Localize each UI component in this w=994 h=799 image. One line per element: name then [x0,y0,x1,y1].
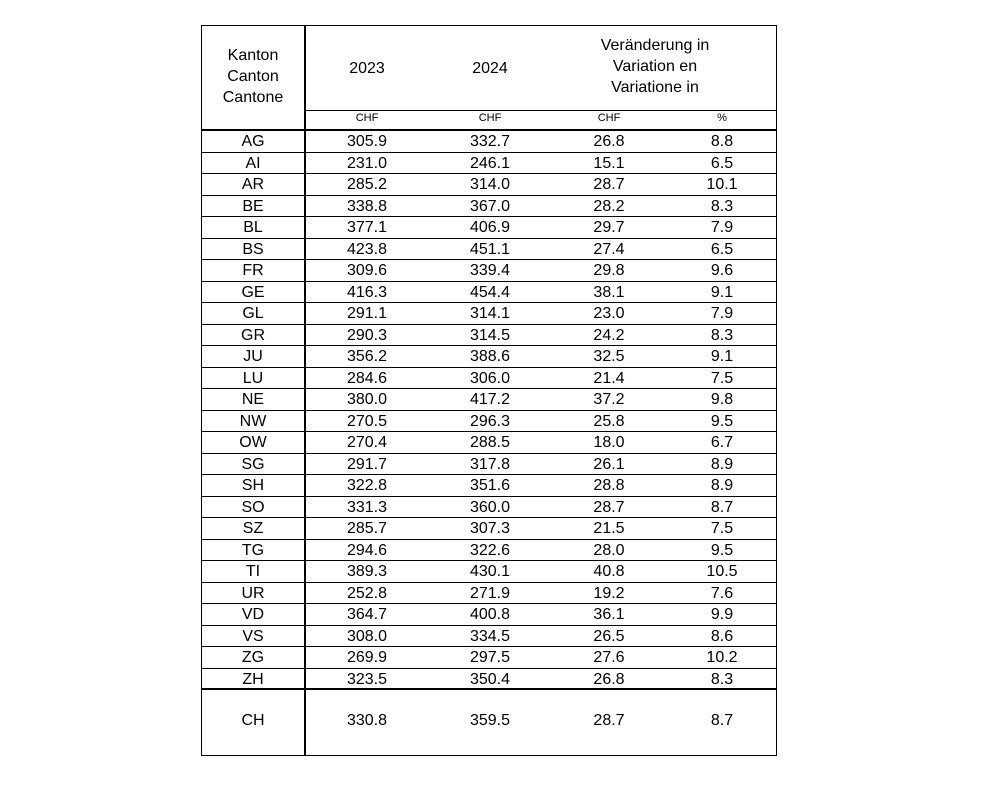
change-chf-cell: 25.8 [593,412,625,430]
table-row [202,239,776,261]
value-2024-cell: 417.2 [469,391,511,408]
table-row [202,196,776,218]
value-2024-cell: 430.1 [469,563,511,580]
value-2024-cell: 246.1 [469,154,511,172]
value-2023-cell: 252.8 [346,584,388,602]
canton-cell: BL [243,219,263,236]
table-row [202,260,776,282]
change-pct-cell: 7.9 [710,219,734,236]
value-2023-cell: 308.0 [346,627,388,645]
change-pct-cell: 8.7 [710,498,734,516]
canton-cell: FR [242,262,264,279]
value-2023-cell: 356.2 [346,348,388,365]
value-2024-cell: 297.5 [469,649,511,666]
value-2023-cell: 284.6 [346,369,388,387]
value-2023-cell: 338.8 [346,197,388,215]
table-row [202,669,776,691]
value-2024-cell: 367.0 [469,197,511,215]
table-row [202,647,776,669]
change-pct-cell: 8.6 [710,627,734,645]
canton-cell: VS [242,627,264,645]
variation-label-it: Variatione in [611,79,699,96]
total-2023: 330.8 [346,712,388,729]
unit-label: % [717,112,727,124]
value-2023-cell: 270.4 [346,434,388,451]
value-2023-cell: 285.7 [346,520,388,537]
change-chf-cell: 15.1 [593,154,625,172]
table-row [202,583,776,605]
change-chf-cell: 28.7 [593,498,625,516]
table-row [202,346,776,368]
value-2024-cell: 296.3 [469,412,511,430]
table-row [202,325,776,347]
canton-cell: SG [241,455,265,473]
table-row [202,303,776,325]
change-pct-cell: 8.3 [710,197,734,215]
change-pct-cell: 9.9 [710,606,734,623]
change-pct-cell: 9.6 [710,262,734,279]
value-2024-cell: 454.4 [469,283,511,301]
value-2024-cell: 322.6 [469,541,511,559]
premium-table [201,25,777,756]
change-chf-cell: 40.8 [593,563,625,580]
change-chf-cell: 26.5 [593,627,625,645]
total-change-pct: 8.7 [710,712,734,729]
change-chf-cell: 26.8 [593,670,625,688]
value-2023-cell: 322.8 [346,477,388,494]
table-row [202,540,776,562]
canton-cell: AG [241,133,265,150]
value-2024-cell: 350.4 [469,670,511,688]
canton-cell: SO [241,498,265,516]
table-row [202,475,776,497]
value-2024-cell: 351.6 [469,477,511,494]
value-2023-cell: 323.5 [346,670,388,688]
change-pct-cell: 8.9 [710,455,734,473]
value-2024-cell: 406.9 [469,219,511,236]
canton-label-it: Cantone [222,89,284,106]
variation-header [565,35,745,98]
change-pct-cell: 10.2 [706,649,738,666]
change-pct-cell: 7.6 [710,584,734,602]
canton-cell: GR [241,326,265,344]
canton-cell: BS [242,240,264,258]
canton-label-fr: Canton [227,68,279,85]
value-2024-cell: 314.5 [469,326,511,344]
value-2023-cell: 269.9 [346,649,388,666]
value-2024-cell: 288.5 [469,434,511,451]
total-canton: CH [241,712,265,729]
change-pct-cell: 6.5 [710,154,734,172]
value-2024-cell: 339.4 [469,262,511,279]
value-2023-cell: 309.6 [346,262,388,279]
table-row [202,389,776,411]
change-pct-cell: 7.9 [710,305,734,322]
table-row [202,282,776,304]
canton-cell: GE [241,283,265,301]
header-rule [304,110,776,111]
change-chf-cell: 36.1 [593,606,625,623]
change-pct-cell: 8.8 [710,133,734,150]
value-2023-cell: 364.7 [346,606,388,623]
table-row [202,174,776,196]
change-pct-cell: 10.1 [706,176,738,193]
change-pct-cell: 9.1 [710,348,734,365]
value-2024-cell: 271.9 [469,584,511,602]
canton-cell: NW [239,412,267,430]
unit-label: CHF [478,112,502,124]
table-row [202,604,776,626]
table-row [202,411,776,433]
canton-cell: BE [242,197,264,215]
table-row [202,454,776,476]
value-2023-cell: 231.0 [346,154,388,172]
change-chf-cell: 29.7 [593,219,625,236]
table-row [202,368,776,390]
change-pct-cell: 9.5 [710,412,734,430]
canton-cell: SZ [242,520,264,537]
value-2024-cell: 314.1 [469,305,511,322]
change-chf-cell: 37.2 [593,391,625,408]
value-2024-cell: 306.0 [469,369,511,387]
variation-label-de: Veränderung in [600,37,710,54]
value-2024-cell: 334.5 [469,627,511,645]
canton-cell: JU [243,348,263,365]
canton-cell: LU [242,369,264,387]
canton-cell: ZG [241,649,265,666]
year-2023-header: 2023 [349,60,385,77]
change-pct-cell: 9.5 [710,541,734,559]
canton-cell: OW [239,434,267,451]
canton-cell: ZH [242,670,264,688]
value-2023-cell: 290.3 [346,326,388,344]
table-row [202,131,776,153]
total-row [202,689,776,755]
table-row [202,626,776,648]
change-chf-cell: 38.1 [593,283,625,301]
canton-cell: AR [241,176,265,193]
value-2023-cell: 377.1 [346,219,388,236]
canton-cell: TG [241,541,265,559]
change-chf-cell: 26.8 [593,133,625,150]
change-pct-cell: 6.7 [710,434,734,451]
canton-column-header [202,45,304,108]
value-2023-cell: 305.9 [346,133,388,150]
change-pct-cell: 7.5 [710,520,734,537]
change-chf-cell: 21.5 [593,520,625,537]
canton-cell: NE [241,391,265,408]
value-2023-cell: 285.2 [346,176,388,193]
value-2024-cell: 314.0 [469,176,511,193]
table-row [202,518,776,540]
table-row [202,561,776,583]
value-2023-cell: 291.1 [346,305,388,322]
value-2024-cell: 332.7 [469,133,511,150]
value-2023-cell: 423.8 [346,240,388,258]
table-row [202,497,776,519]
value-2024-cell: 388.6 [469,348,511,365]
value-2024-cell: 307.3 [469,520,511,537]
year-2024-header: 2024 [472,60,508,77]
value-2023-cell: 331.3 [346,498,388,516]
canton-cell: SH [241,477,265,494]
change-chf-cell: 28.0 [593,541,625,559]
canton-cell: TI [245,563,261,580]
value-2023-cell: 380.0 [346,391,388,408]
variation-label-fr: Variation en [612,58,698,75]
change-pct-cell: 7.5 [710,369,734,387]
change-chf-cell: 27.6 [593,649,625,666]
canton-cell: GL [242,305,264,322]
change-pct-cell: 8.3 [710,326,734,344]
unit-label: CHF [597,112,621,124]
table-row [202,217,776,239]
value-2024-cell: 451.1 [469,240,511,258]
change-pct-cell: 9.1 [710,283,734,301]
value-2023-cell: 416.3 [346,283,388,301]
change-pct-cell: 9.8 [710,391,734,408]
value-2024-cell: 317.8 [469,455,511,473]
change-chf-cell: 28.8 [593,477,625,494]
change-chf-cell: 29.8 [593,262,625,279]
table-body [202,131,776,690]
canton-cell: UR [241,584,265,602]
change-chf-cell: 28.2 [593,197,625,215]
table-row [202,432,776,454]
total-change-chf: 28.7 [593,712,625,729]
canton-cell: AI [245,154,261,172]
change-chf-cell: 18.0 [593,434,625,451]
value-2023-cell: 389.3 [346,563,388,580]
change-chf-cell: 26.1 [593,455,625,473]
value-2023-cell: 291.7 [346,455,388,473]
change-chf-cell: 23.0 [593,305,625,322]
change-pct-cell: 10.5 [706,563,738,580]
change-chf-cell: 24.2 [593,326,625,344]
change-chf-cell: 32.5 [593,348,625,365]
canton-cell: VD [241,606,265,623]
value-2023-cell: 270.5 [346,412,388,430]
change-pct-cell: 6.5 [710,240,734,258]
canton-label-de: Kanton [227,47,279,64]
value-2024-cell: 400.8 [469,606,511,623]
change-chf-cell: 19.2 [593,584,625,602]
total-2024: 359.5 [469,712,511,729]
change-chf-cell: 21.4 [593,369,625,387]
value-2023-cell: 294.6 [346,541,388,559]
change-chf-cell: 28.7 [593,176,625,193]
change-chf-cell: 27.4 [593,240,625,258]
change-pct-cell: 8.3 [710,670,734,688]
change-pct-cell: 8.9 [710,477,734,494]
value-2024-cell: 360.0 [469,498,511,516]
unit-label: CHF [355,112,379,124]
table-row [202,153,776,175]
